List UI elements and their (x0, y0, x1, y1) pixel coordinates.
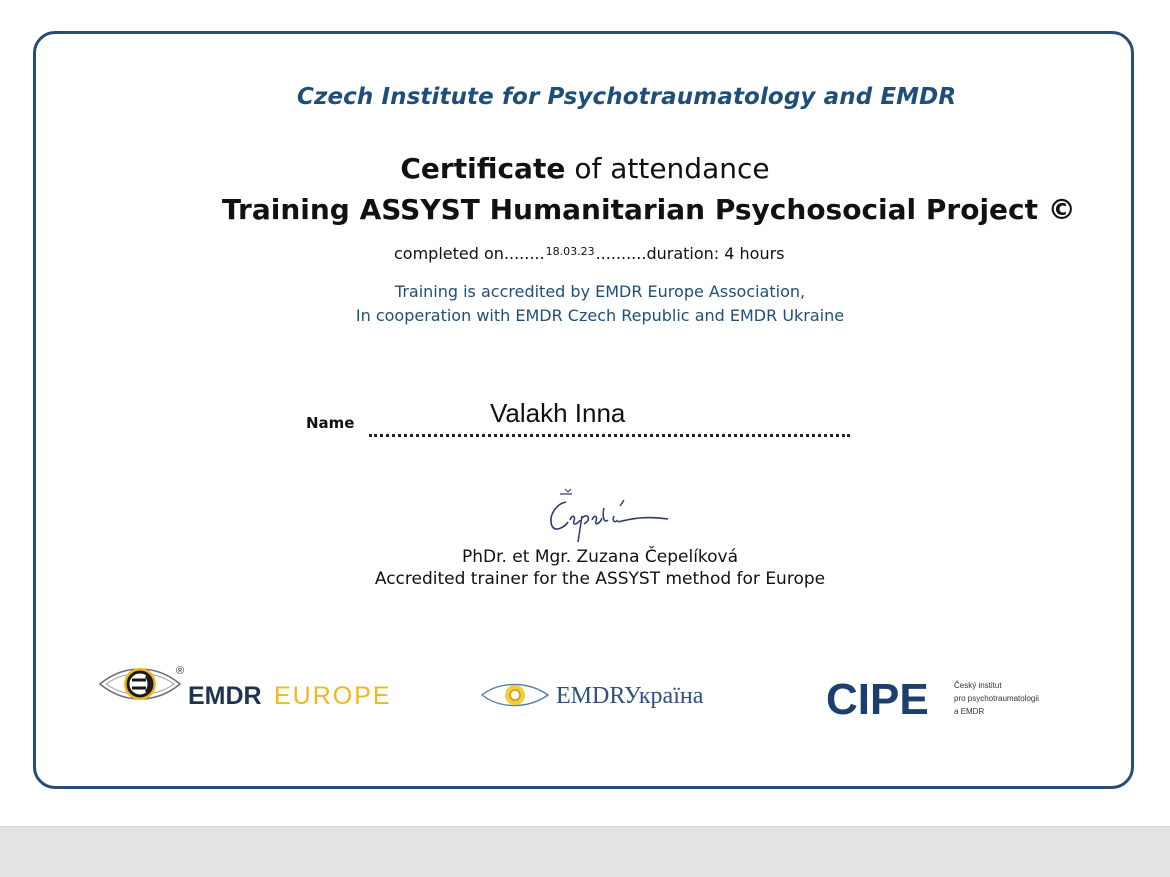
emdr-ukraine-logo (480, 675, 760, 715)
completed-suffix: ..........duration: 4 hours (595, 244, 785, 263)
cipe-subtitle-3: a EMDR (954, 707, 985, 716)
accreditation-text (0, 280, 1170, 328)
cipe-mark: CIPE (826, 675, 929, 724)
emdr-eye-icon (100, 668, 180, 700)
completion-line (394, 244, 785, 263)
emdr-ukraine-text-emdr: EMDR (556, 683, 626, 709)
signature-image (538, 486, 678, 546)
name-dotted-line (369, 434, 850, 437)
accreditation-line-1: Training is accredited by EMDR Europe Association, (394, 282, 806, 301)
name-label: Name (306, 414, 355, 432)
certificate-heading (0, 152, 1170, 185)
emdr-ukraine-eye-icon (482, 685, 548, 706)
completed-prefix: completed on........ (394, 244, 545, 263)
training-title: Training ASSYST Humanitarian Psychosocial Project © (222, 193, 1076, 226)
emdr-europe-text-europe: EUROPE (274, 682, 392, 710)
trainer-name: PhDr. et Mgr. Zuzana Čepelíková (461, 547, 739, 567)
trainer-block (0, 546, 1170, 590)
certificate-heading-rest: of attendance (574, 152, 770, 185)
bottom-bar (0, 826, 1170, 877)
emdr-ukraine-text-ukraina: Україна (624, 683, 704, 709)
cipe-subtitle-2: pro psychotraumatologii (954, 694, 1039, 703)
institute-title: Czech Institute for Psychotraumatology and EMDR (297, 84, 957, 110)
name-value: Valakh Inna (490, 398, 626, 428)
cipe-subtitle-1: Český institut (954, 681, 1002, 690)
emdr-europe-reg: ® (176, 665, 185, 677)
emdr-europe-logo (96, 660, 416, 720)
accreditation-line-2: In cooperation with EMDR Czech Republic and EMDR Ukraine (355, 306, 845, 325)
cipe-logo (826, 670, 1066, 726)
emdr-europe-text-emdr: EMDR (188, 682, 262, 710)
certificate-heading-bold: Certificate (400, 152, 566, 185)
completed-date: 18.03.23 (545, 245, 595, 258)
trainer-role: Accredited trainer for the ASSYST method for Europe (374, 569, 826, 589)
